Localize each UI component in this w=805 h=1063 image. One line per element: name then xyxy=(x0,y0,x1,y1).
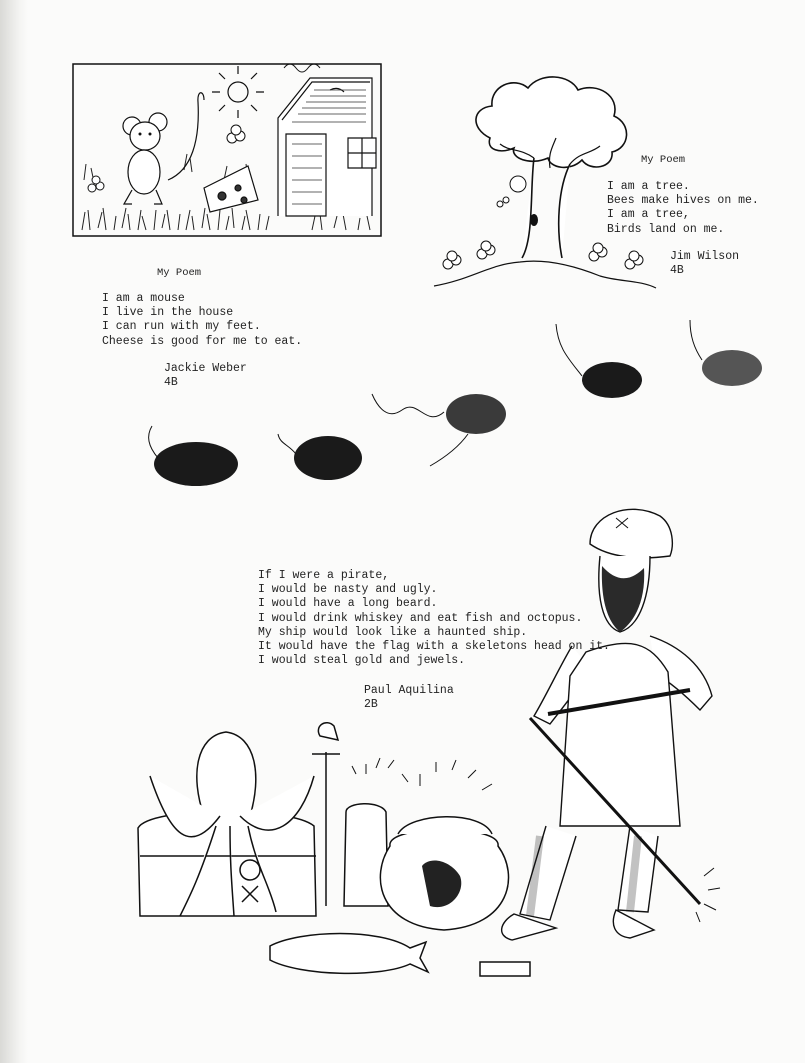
pirate-poem-class: 2B xyxy=(364,698,378,711)
poem-line: I live in the house xyxy=(102,306,234,320)
tree-poem-body xyxy=(607,180,759,237)
treasure-chest-octopus-drawing xyxy=(130,716,530,980)
tree-poem-class: 4B xyxy=(670,264,684,277)
mouse-poem-title: My Poem xyxy=(157,267,202,279)
poem-line: Bees make hives on me. xyxy=(607,194,759,208)
poem-line: I would drink whiskey and eat fish and octopus. xyxy=(258,611,583,625)
page-binding-shadow xyxy=(0,0,28,1063)
poem-line: My ship would look like a haunted ship. xyxy=(258,625,528,639)
poem-line: It would have the flag with a skeletons head on it. xyxy=(258,640,610,654)
poem-line: I am a mouse xyxy=(102,292,185,305)
mouse-house-drawing xyxy=(72,60,384,240)
poem-line: If I were a pirate, xyxy=(258,569,390,582)
poem-line: I would be nasty and ugly. xyxy=(258,583,438,597)
poem-line: I would steal gold and jewels. xyxy=(258,654,466,668)
poem-line: I am a tree. xyxy=(607,180,690,193)
tree-poem-author: Jim Wilson xyxy=(670,250,740,263)
poem-line: I am a tree, xyxy=(607,208,690,222)
mouse-poem-class: 4B xyxy=(164,376,178,389)
poem-line: I would have a long beard. xyxy=(258,597,438,611)
tree-poem-title: My Poem xyxy=(641,154,686,166)
pirate-poem-body xyxy=(258,569,610,668)
poem-line: Cheese is good for me to eat. xyxy=(102,334,303,348)
pirate-poem-author: Paul Aquilina xyxy=(364,684,454,697)
poem-line: Birds land on me. xyxy=(607,222,725,236)
poem-line: I can run with my feet. xyxy=(102,320,261,334)
mouse-poem-author: Jackie Weber xyxy=(164,362,247,375)
mouse-poem-body xyxy=(102,292,302,349)
